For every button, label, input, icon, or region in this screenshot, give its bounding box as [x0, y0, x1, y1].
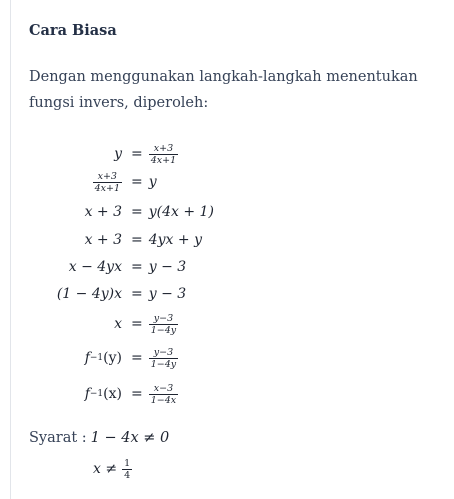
equals-sign: =: [131, 232, 143, 248]
equals-sign: =: [131, 174, 143, 190]
equation-lhs: x: [114, 316, 122, 332]
condition-result-lhs: x ≠: [93, 461, 118, 477]
equation-rhs-text: y − 3: [148, 259, 187, 275]
equation-lhs: y: [114, 146, 122, 162]
condition-line: [29, 430, 169, 446]
section-title: Cara Biasa: [29, 22, 117, 39]
function-name: f: [84, 350, 90, 366]
inverse-exponent: −1: [89, 353, 104, 363]
equation-rhs-text: y: [148, 174, 157, 190]
intro-paragraph: Dengan menggunakan langkah-langkah menentukan fungsi invers, diperoleh:: [29, 69, 418, 111]
equation-row: [11, 310, 454, 338]
equation-rhs: [131, 226, 202, 254]
equals-sign: =: [131, 386, 143, 402]
equation-rhs: [131, 310, 178, 338]
condition-result: [93, 455, 132, 483]
fraction-numerator: y−3: [153, 346, 174, 358]
equation-lhs: (1 − 4y)x: [56, 286, 122, 302]
fraction: [149, 313, 178, 336]
fraction-numerator: x+3: [153, 142, 174, 154]
equation-row: [11, 253, 454, 281]
fraction-denominator: 1−4x: [150, 394, 177, 406]
equation-lhs: x + 3: [84, 232, 122, 248]
fraction: [149, 347, 178, 370]
fraction-denominator: 4x+1: [94, 182, 120, 194]
equation-rhs-text: y − 3: [148, 286, 187, 302]
fraction-numerator: 1: [124, 457, 131, 469]
equation-rhs: [131, 344, 178, 372]
equals-sign: =: [131, 146, 143, 162]
fraction: [93, 171, 122, 194]
function-argument: (y): [103, 350, 122, 366]
inverse-exponent: −1: [89, 389, 104, 399]
equals-sign: =: [131, 316, 143, 332]
equation-row: [11, 280, 454, 308]
equation-lhs: [93, 168, 122, 196]
equation-rhs: [131, 380, 178, 408]
equation-lhs: x − 4yx: [68, 259, 122, 275]
fraction-denominator: 1−4y: [150, 358, 177, 370]
fraction-denominator: 4x+1: [150, 154, 177, 166]
fraction: [149, 383, 178, 406]
equation-rhs: [131, 140, 178, 168]
equals-sign: =: [131, 286, 143, 302]
equation-row: [11, 226, 454, 254]
fraction-numerator: x+3: [97, 170, 117, 182]
equation-row: [11, 140, 454, 168]
fraction-denominator: 4: [124, 469, 131, 481]
equation-rhs-text: y(4x + 1): [148, 204, 214, 220]
function-name: f: [84, 386, 90, 402]
equation-row: [11, 198, 454, 226]
equation-row: [11, 168, 454, 196]
condition-label: Syarat :: [29, 430, 87, 446]
fraction-numerator: x−3: [153, 382, 174, 394]
equation-rhs: [131, 198, 214, 226]
equation-rhs-text: 4yx + y: [148, 232, 202, 248]
fraction: [149, 143, 178, 166]
condition-expression: 1 − 4x ≠ 0: [90, 430, 170, 446]
equation-lhs: x + 3: [84, 204, 122, 220]
equals-sign: =: [131, 350, 143, 366]
function-argument: (x): [103, 386, 122, 402]
equation-row: [11, 380, 454, 408]
equals-sign: =: [131, 204, 143, 220]
equation-rhs: [131, 253, 186, 281]
equation-rhs: [131, 280, 186, 308]
equation-row: [11, 344, 454, 372]
fraction: [122, 458, 132, 481]
equals-sign: =: [131, 259, 143, 275]
equation-rhs: [131, 168, 157, 196]
fraction-numerator: y−3: [153, 312, 174, 324]
fraction-denominator: 1−4y: [150, 324, 177, 336]
equation-lhs: [85, 380, 122, 408]
equation-lhs: [85, 344, 122, 372]
solution-card: [10, 0, 454, 499]
